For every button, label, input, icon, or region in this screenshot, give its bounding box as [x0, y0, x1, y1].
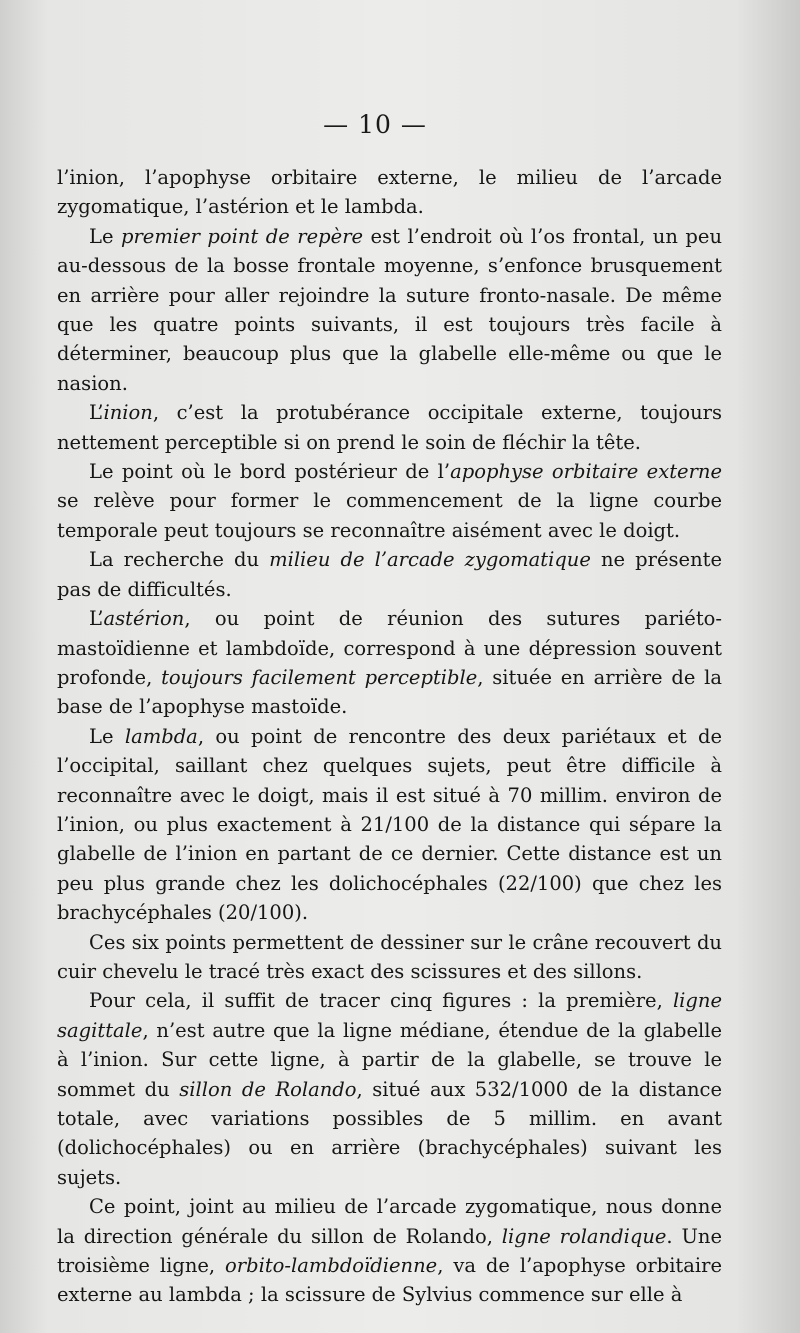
text-run: , situé aux 532/1000 de la distance totale, avec variations possibles de 5 millim. en avant (dolichocéphales) ou en arrière (brachycéphales) suivant les sujets. [57, 1077, 722, 1189]
italic-term: toujours facilement perceptible [161, 665, 478, 689]
italic-term: milieu de l’arcade zygomatique [269, 548, 591, 572]
paragraph [57, 604, 722, 722]
italic-term: premier point de repère [121, 224, 364, 248]
text-run: L’ [89, 607, 104, 631]
italic-term: inion [103, 401, 153, 425]
paragraph [57, 457, 722, 545]
text-run: , va de l’apophyse orbitaire externe au lambda ; la scissure de Sylvius commence sur elle à [57, 1254, 722, 1307]
text-run: ne présente pas de difficultés. [57, 548, 722, 601]
text-run: , n’est autre que la ligne médiane, étendue de la glabelle à l’inion. Sur cette ligne, à partir de la glabelle, se trouve le sommet du [57, 1018, 722, 1101]
text-run: L’ [89, 401, 104, 425]
text-run: Le [89, 724, 125, 748]
paragraph [57, 545, 722, 604]
text-run: , ou point de réunion des sutures pariéto-mastoïdienne et lambdoïde, correspond à une dépression souvent profonde, [57, 607, 722, 689]
text-run: , c’est la protubérance occipitale externe, toujours nettement perceptible si on prend le soin de fléchir la tête. [57, 401, 722, 454]
text-run: , ou point de rencontre des deux pariétaux et de l’occipital, saillant chez quelques sujets, peut être difficile à reconnaître avec le doigt, mais il est situé à 70 millim. environ de l’inion, ou plus exactement à 21/100 de la distance qui sépare la glabelle de l’inion en partant de ce dernier. Cette distance est un peu plus grande chez les dolichocéphales (22/100) que chez les brachycéphales (20/100). [57, 724, 722, 925]
text-run: se relève pour former le commencement de la ligne courbe temporale peut toujours se reconnaître aisément avec le doigt. [57, 489, 722, 542]
page-number: — 10 — [323, 110, 427, 139]
italic-term: ligne rolandique [501, 1224, 667, 1248]
italic-term: apophyse orbitaire externe [450, 460, 722, 484]
text-run: , située en arrière de la base de l’apophyse mastoïde. [57, 665, 723, 719]
text-run: Pour cela, il suffit de tracer cinq figures : la première, [89, 989, 673, 1013]
body-text [57, 163, 722, 1310]
paragraph [57, 163, 722, 222]
paragraph [57, 1192, 722, 1310]
paragraph [57, 722, 722, 928]
paragraph [57, 222, 722, 398]
paragraph [57, 928, 722, 987]
italic-term: lambda [124, 724, 198, 748]
text-run: Ce point, joint au milieu de l’arcade zygomatique, nous donne la direction générale du sillon de Rolando, [57, 1195, 722, 1248]
paragraph [57, 986, 722, 1192]
text-run: La recherche du [89, 548, 270, 572]
text-run: Ces six points permettent de dessiner sur le crâne recouvert du cuir chevelu le tracé très exact des scissures et des sillons. [57, 930, 722, 983]
text-run: l’inion, l’apophyse orbitaire externe, le milieu de l’arcade zygomatique, l’astérion et le lambda. [57, 166, 722, 219]
italic-term: sillon de Rolando [179, 1077, 357, 1101]
text-run: est l’endroit où l’os frontal, un peu au-dessous de la bosse frontale moyenne, s’enfonce brusquement en arrière pour aller rejoindre la suture fronto-nasale. De même que les quatre points suivants, il est toujours très facile à déterminer, beaucoup plus que la glabelle elle-même ou que le nasion. [57, 224, 722, 395]
paragraph [57, 398, 722, 457]
text-run: Le point où le bord postérieur de l’ [89, 460, 451, 484]
italic-term: orbito-lambdoïdienne [225, 1254, 438, 1278]
text-run: . Une troisième ligne, [57, 1224, 722, 1278]
italic-term: astérion [103, 607, 185, 631]
text-run: Le [89, 224, 121, 248]
italic-term: ligne sagittale [57, 989, 722, 1042]
